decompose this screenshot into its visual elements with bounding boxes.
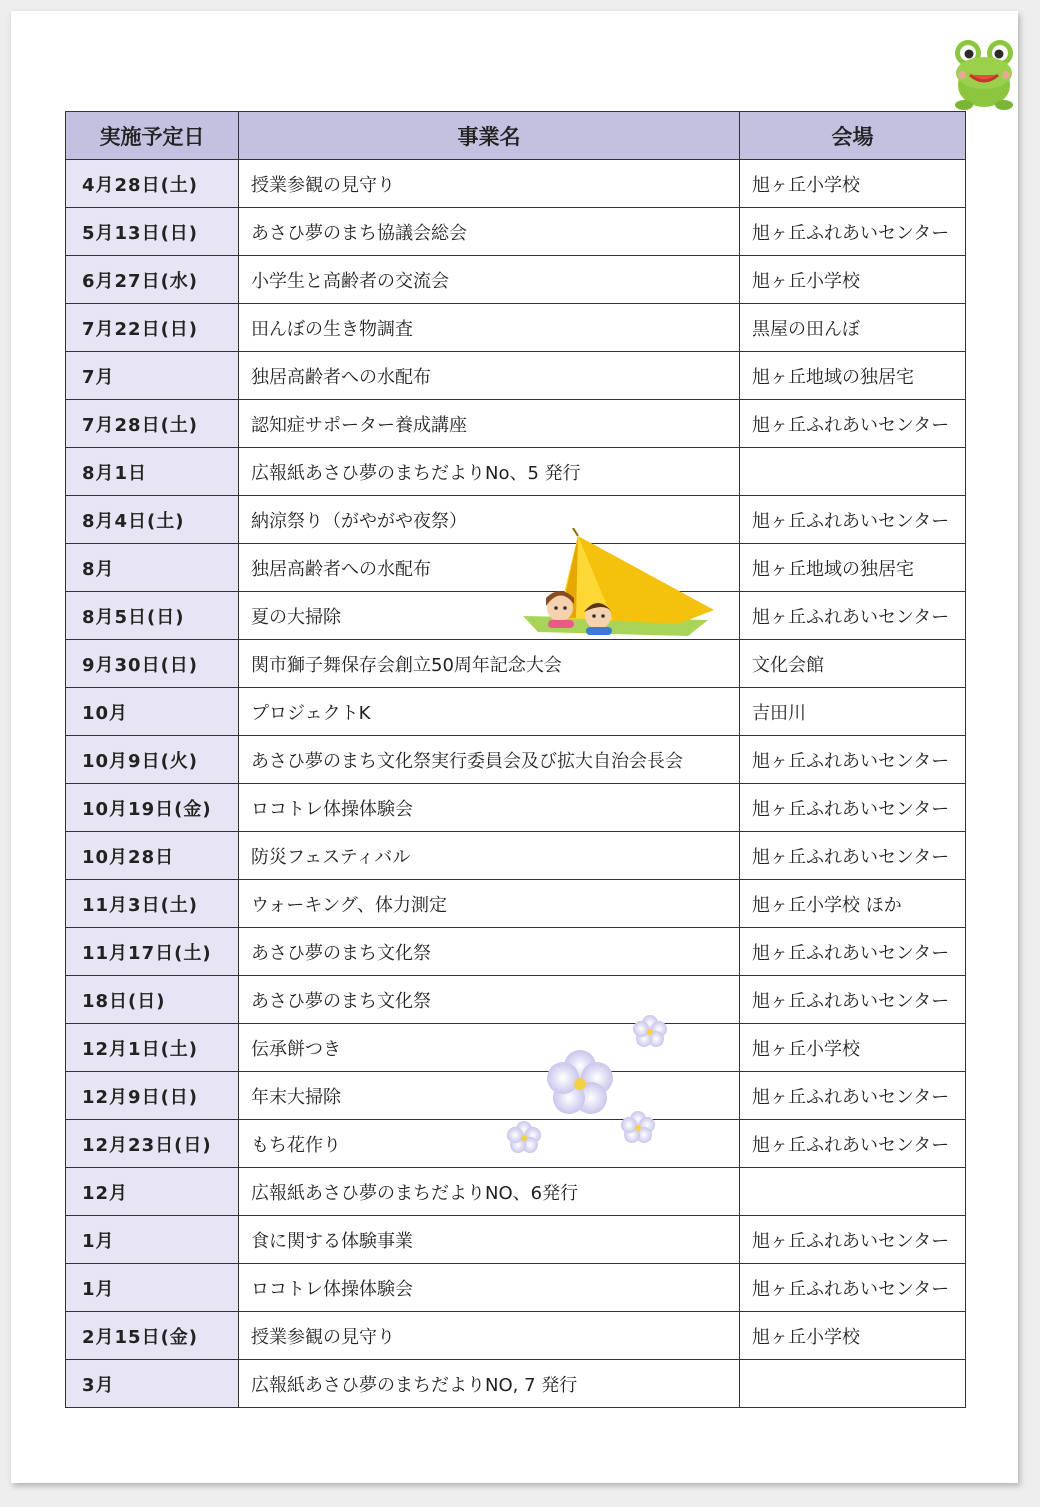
date-cell: 10月28日	[66, 832, 239, 880]
venue-cell: 旭ヶ丘小学校 ほか	[740, 880, 966, 928]
date-cell: 1月	[66, 1216, 239, 1264]
table-row	[66, 352, 966, 400]
venue-cell: 旭ヶ丘小学校	[740, 1024, 966, 1072]
table-row	[66, 1072, 966, 1120]
date-cell: 11月17日(土)	[66, 928, 239, 976]
event-cell: 小学生と高齢者の交流会	[239, 256, 740, 304]
table-row	[66, 1264, 966, 1312]
event-cell: 伝承餅つき	[239, 1024, 740, 1072]
table-row	[66, 256, 966, 304]
table-row	[66, 640, 966, 688]
date-cell: 12月	[66, 1168, 239, 1216]
event-cell: あさひ夢のまち協議会総会	[239, 208, 740, 256]
schedule-table	[65, 111, 966, 1408]
table-row	[66, 976, 966, 1024]
table-row	[66, 1312, 966, 1360]
venue-cell: 旭ヶ丘地域の独居宅	[740, 544, 966, 592]
date-cell: 7月22日(日)	[66, 304, 239, 352]
venue-cell: 旭ヶ丘小学校	[740, 1312, 966, 1360]
table-row	[66, 544, 966, 592]
event-cell: 独居高齢者への水配布	[239, 544, 740, 592]
table-row	[66, 832, 966, 880]
venue-cell	[740, 1168, 966, 1216]
table-row	[66, 448, 966, 496]
date-cell: 7月28日(土)	[66, 400, 239, 448]
date-cell: 11月3日(土)	[66, 880, 239, 928]
event-cell: 田んぼの生き物調査	[239, 304, 740, 352]
date-cell: 8月	[66, 544, 239, 592]
venue-cell: 旭ヶ丘ふれあいセンター	[740, 1072, 966, 1120]
event-cell: 防災フェスティバル	[239, 832, 740, 880]
venue-cell: 黒屋の田んぼ	[740, 304, 966, 352]
header-date: 実施予定日	[66, 112, 239, 160]
venue-cell: 旭ヶ丘ふれあいセンター	[740, 784, 966, 832]
event-cell: 広報紙あさひ夢のまちだよりNO, 7 発行	[239, 1360, 740, 1408]
event-cell: 食に関する体験事業	[239, 1216, 740, 1264]
date-cell: 18日(日)	[66, 976, 239, 1024]
event-cell: 認知症サポーター養成講座	[239, 400, 740, 448]
event-cell: 年末大掃除	[239, 1072, 740, 1120]
date-cell: 12月9日(日)	[66, 1072, 239, 1120]
event-cell: 授業参観の見守り	[239, 1312, 740, 1360]
event-cell: 広報紙あさひ夢のまちだよりNO、6発行	[239, 1168, 740, 1216]
venue-cell: 旭ヶ丘小学校	[740, 160, 966, 208]
date-cell: 3月	[66, 1360, 239, 1408]
date-cell: 8月4日(土)	[66, 496, 239, 544]
table-row	[66, 880, 966, 928]
header-venue: 会場	[740, 112, 966, 160]
date-cell: 8月1日	[66, 448, 239, 496]
venue-cell: 旭ヶ丘ふれあいセンター	[740, 1264, 966, 1312]
venue-cell	[740, 1360, 966, 1408]
date-cell: 10月19日(金)	[66, 784, 239, 832]
header-event: 事業名	[239, 112, 740, 160]
table-row	[66, 592, 966, 640]
venue-cell: 吉田川	[740, 688, 966, 736]
date-cell: 5月13日(日)	[66, 208, 239, 256]
venue-cell: 旭ヶ丘ふれあいセンター	[740, 400, 966, 448]
venue-cell: 文化会館	[740, 640, 966, 688]
event-cell: プロジェクトK	[239, 688, 740, 736]
venue-cell: 旭ヶ丘ふれあいセンター	[740, 832, 966, 880]
date-cell: 12月1日(土)	[66, 1024, 239, 1072]
table-row	[66, 1216, 966, 1264]
table-row	[66, 1168, 966, 1216]
event-cell: ロコトレ体操体験会	[239, 1264, 740, 1312]
venue-cell: 旭ヶ丘ふれあいセンター	[740, 976, 966, 1024]
table-row	[66, 1360, 966, 1408]
event-cell: 夏の大掃除	[239, 592, 740, 640]
event-cell: 関市獅子舞保存会創立50周年記念大会	[239, 640, 740, 688]
table-row	[66, 1120, 966, 1168]
event-cell: 独居高齢者への水配布	[239, 352, 740, 400]
event-cell: あさひ夢のまち文化祭	[239, 928, 740, 976]
table-header-row	[66, 112, 966, 160]
venue-cell: 旭ヶ丘小学校	[740, 256, 966, 304]
date-cell: 4月28日(土)	[66, 160, 239, 208]
venue-cell: 旭ヶ丘ふれあいセンター	[740, 592, 966, 640]
event-cell: 広報紙あさひ夢のまちだよりNo、5 発行	[239, 448, 740, 496]
date-cell: 6月27日(水)	[66, 256, 239, 304]
date-cell: 1月	[66, 1264, 239, 1312]
table-row	[66, 400, 966, 448]
venue-cell: 旭ヶ丘地域の独居宅	[740, 352, 966, 400]
event-cell: ウォーキング、体力測定	[239, 880, 740, 928]
venue-cell: 旭ヶ丘ふれあいセンター	[740, 1216, 966, 1264]
table-row	[66, 1024, 966, 1072]
table-row	[66, 304, 966, 352]
event-cell: もち花作り	[239, 1120, 740, 1168]
venue-cell: 旭ヶ丘ふれあいセンター	[740, 208, 966, 256]
venue-cell: 旭ヶ丘ふれあいセンター	[740, 1120, 966, 1168]
table-row	[66, 496, 966, 544]
event-cell: あさひ夢のまち文化祭実行委員会及び拡大自治会長会	[239, 736, 740, 784]
venue-cell: 旭ヶ丘ふれあいセンター	[740, 736, 966, 784]
table-row	[66, 160, 966, 208]
event-cell: 納涼祭り（がやがや夜祭）	[239, 496, 740, 544]
table-row	[66, 784, 966, 832]
venue-cell: 旭ヶ丘ふれあいセンター	[740, 496, 966, 544]
table-row	[66, 736, 966, 784]
date-cell: 7月	[66, 352, 239, 400]
venue-cell: 旭ヶ丘ふれあいセンター	[740, 928, 966, 976]
table-row	[66, 928, 966, 976]
date-cell: 9月30日(日)	[66, 640, 239, 688]
event-cell: あさひ夢のまち文化祭	[239, 976, 740, 1024]
venue-cell	[740, 448, 966, 496]
table-row	[66, 688, 966, 736]
event-cell: ロコトレ体操体験会	[239, 784, 740, 832]
date-cell: 2月15日(金)	[66, 1312, 239, 1360]
date-cell: 12月23日(日)	[66, 1120, 239, 1168]
event-cell: 授業参観の見守り	[239, 160, 740, 208]
table-row	[66, 208, 966, 256]
date-cell: 10月	[66, 688, 239, 736]
frog-icon	[946, 35, 1022, 113]
date-cell: 8月5日(日)	[66, 592, 239, 640]
date-cell: 10月9日(火)	[66, 736, 239, 784]
